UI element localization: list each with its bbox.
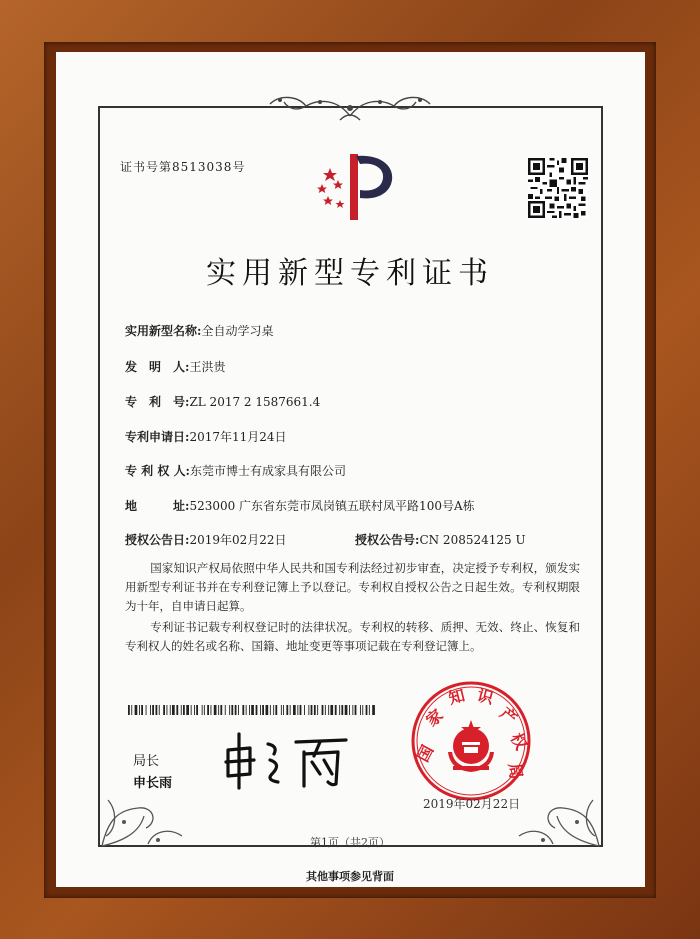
address-value: 523000 广东省东莞市凤岗镇五联村凤平路100号A栋 xyxy=(189,499,475,513)
cnipa-logo-icon xyxy=(312,150,396,222)
footer-note: 其他事项参见背面 xyxy=(306,870,394,883)
utility-name-label: 实用新型名称: xyxy=(125,324,202,338)
grant-number-value: CN 208524125 U xyxy=(419,533,526,547)
barcode-icon xyxy=(128,705,376,715)
page-number: 第1页（共2页） xyxy=(310,836,390,849)
qr-code-icon xyxy=(528,158,588,218)
grant-date-row xyxy=(125,531,287,548)
inventor-label: 发 明 人: xyxy=(125,360,190,374)
grant-number-row xyxy=(355,531,526,548)
utility-name-row xyxy=(125,322,273,339)
grant-number-label: 授权公告号: xyxy=(355,533,420,547)
inventor-row xyxy=(125,358,225,375)
top-ornament-icon xyxy=(250,90,450,124)
application-date-value: 2017年11月24日 xyxy=(189,430,287,444)
legal-status-paragraph: 专利证书记载专利权登记时的法律状况。专利权的转移、质押、无效、终止、恢复和专利权人的姓名或名称、国籍、地址变更等事项记载在专利登记簿上。 xyxy=(125,620,580,653)
seal-date: 2019年02月22日 xyxy=(423,797,521,811)
application-date-row xyxy=(125,428,287,445)
certificate-number: 证书号第8513038号 xyxy=(120,160,246,174)
svg-text:识: 识 xyxy=(475,685,496,708)
patent-number-value: ZL 2017 2 1587661.4 xyxy=(189,395,321,409)
patentee-label: 专 利 权 人: xyxy=(125,464,190,478)
director-title: 局长 xyxy=(133,754,160,769)
address-label: 地 址: xyxy=(125,499,190,513)
certificate-title: 实用新型专利证书 xyxy=(206,256,494,291)
svg-text:权: 权 xyxy=(506,729,532,753)
patentee-value: 东莞市博士有成家具有限公司 xyxy=(189,464,346,478)
patent-office-seal-icon xyxy=(410,680,532,802)
application-date-label: 专利申请日: xyxy=(125,430,190,444)
svg-text:局: 局 xyxy=(504,761,526,781)
patent-number-label: 专 利 号: xyxy=(125,395,190,409)
utility-name-value: 全自动学习桌 xyxy=(201,324,274,338)
inventor-value: 王洪贵 xyxy=(189,360,226,374)
grant-date-value: 2019年02月22日 xyxy=(189,533,287,547)
svg-text:知: 知 xyxy=(446,685,467,708)
patent-number-row xyxy=(125,393,320,410)
svg-text:家: 家 xyxy=(422,705,447,731)
svg-text:国: 国 xyxy=(412,741,438,765)
director-name: 申长雨 xyxy=(133,776,173,791)
address-row xyxy=(125,497,475,514)
grant-decision-paragraph: 国家知识产权局依照中华人民共和国专利法经过初步审查，决定授予专利权，颁发实用新型专利证书并在专利登记簿上予以登记。专利权自授权公告之日起生效。专利权期限为十年，自申请日起算。 xyxy=(125,561,580,613)
grant-date-label: 授权公告日: xyxy=(125,533,190,547)
patentee-row xyxy=(125,462,346,479)
svg-text:产: 产 xyxy=(496,703,521,729)
handwritten-signature-icon xyxy=(220,730,360,790)
